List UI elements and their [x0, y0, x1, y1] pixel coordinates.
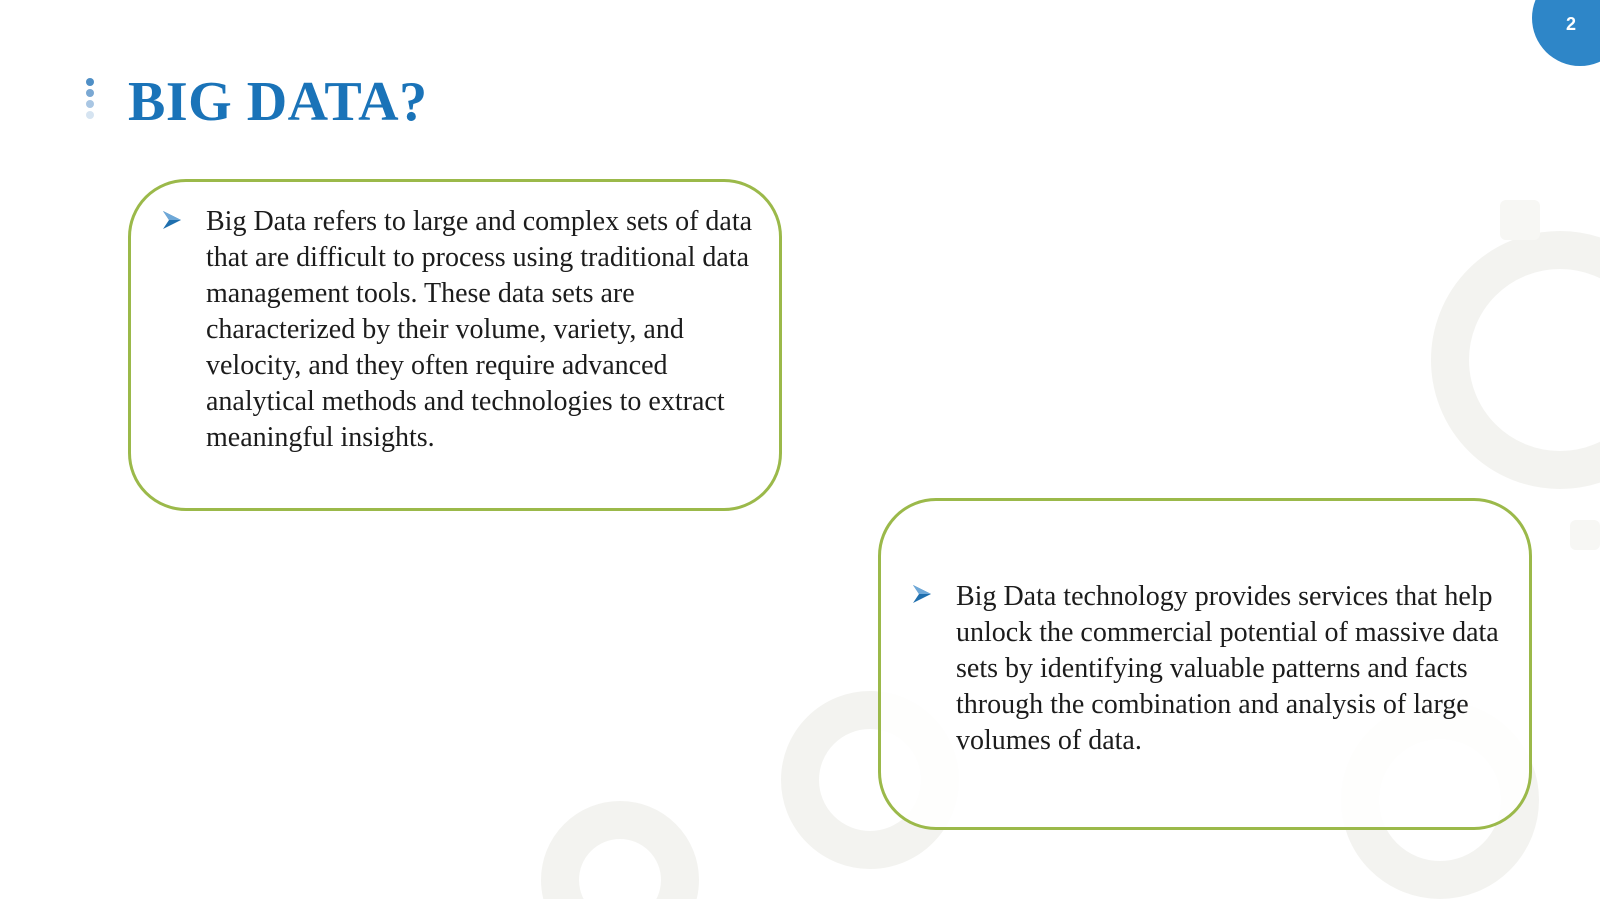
- arrowhead-bullet-icon: [911, 583, 933, 605]
- slide-title: BIG DATA?: [128, 71, 428, 133]
- dotted-line-icon: [86, 78, 96, 124]
- arrowhead-bullet-icon: [161, 209, 183, 231]
- page-number-badge: [1532, 0, 1600, 66]
- technology-text: Big Data technology provides services that help unlock the commercial potential of massive data sets by identifying valuable patterns and facts through the combination and analysis of large volumes of data.: [956, 581, 1499, 756]
- definition-text: Big Data refers to large and complex sets of data that are difficult to process using traditional data management tools. These data sets are characterized by their volume, variety, and velocity, and they often require advanced analytical methods and technologies to extract meaningful insights.: [206, 206, 753, 453]
- technology-card: [878, 498, 1532, 830]
- definition-card: [128, 179, 782, 511]
- page-number: 2: [1566, 14, 1577, 34]
